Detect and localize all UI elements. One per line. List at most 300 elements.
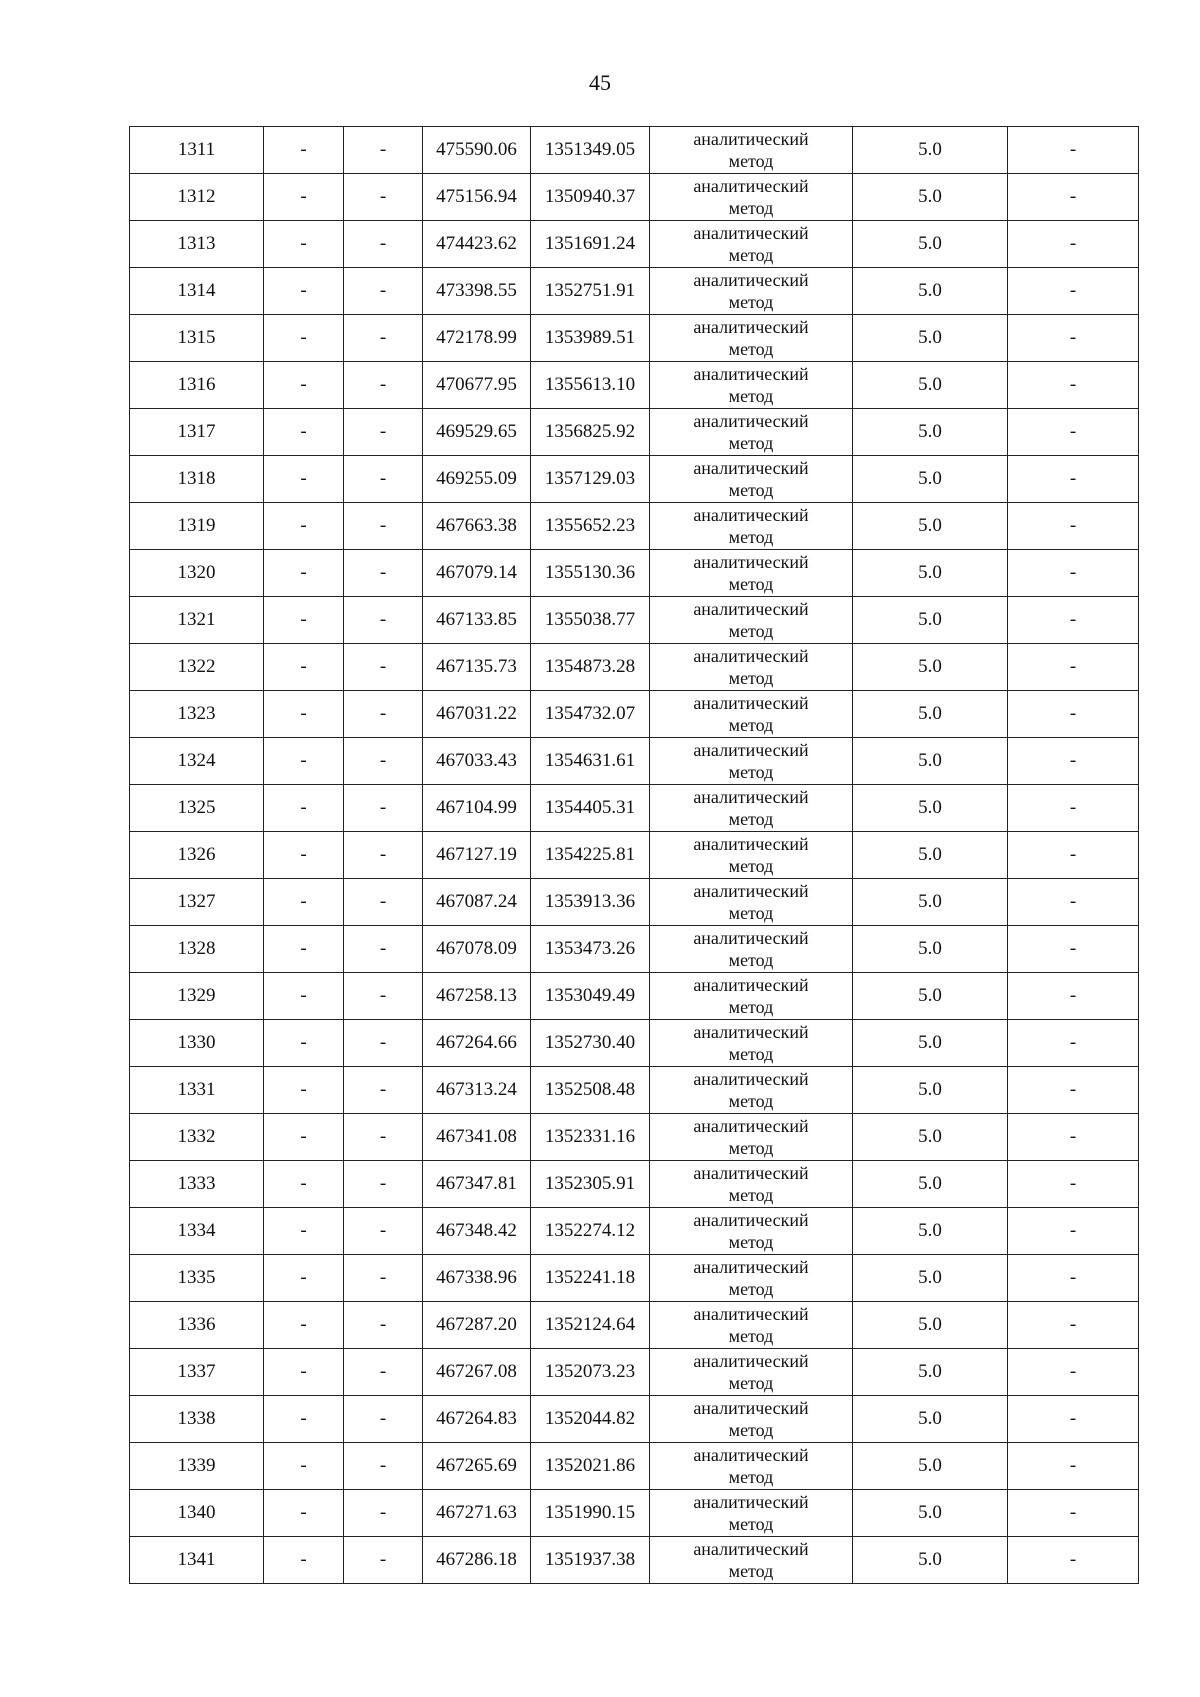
point-number-cell: 1320	[130, 550, 264, 597]
method-text-line: метод	[728, 339, 774, 359]
method-text-line: аналитический	[693, 364, 809, 384]
coordinate-x-cell: 467087.24	[423, 879, 531, 926]
page-number: 45	[589, 70, 611, 95]
dash-cell: -	[264, 409, 344, 456]
method-text-line: метод	[728, 480, 774, 500]
table-row	[130, 1255, 1139, 1302]
coordinate-x-cell: 467341.08	[423, 1114, 531, 1161]
method-cell	[650, 1067, 853, 1114]
coordinate-y-cell: 1352331.16	[531, 1114, 650, 1161]
coordinate-x-cell: 469529.65	[423, 409, 531, 456]
dash-cell: -	[264, 597, 344, 644]
precision-cell: 5.0	[853, 456, 1008, 503]
dash-cell: -	[264, 1020, 344, 1067]
precision-cell: 5.0	[853, 1396, 1008, 1443]
coordinate-y-cell: 1354405.31	[531, 785, 650, 832]
dash-cell: -	[344, 1067, 423, 1114]
point-number-cell: 1324	[130, 738, 264, 785]
coordinate-y-cell: 1352241.18	[531, 1255, 650, 1302]
coordinate-y-cell: 1353473.26	[531, 926, 650, 973]
method-text-line: аналитический	[693, 129, 809, 149]
note-cell: -	[1008, 1067, 1139, 1114]
table-body	[130, 127, 1139, 1584]
method-text-line: аналитический	[693, 1116, 809, 1136]
table-row	[130, 597, 1139, 644]
table-row	[130, 503, 1139, 550]
precision-cell: 5.0	[853, 926, 1008, 973]
table-row	[130, 315, 1139, 362]
dash-cell: -	[344, 597, 423, 644]
note-cell: -	[1008, 315, 1139, 362]
method-text-line: аналитический	[693, 693, 809, 713]
method-cell	[650, 315, 853, 362]
method-text-line: метод	[728, 292, 774, 312]
dash-cell: -	[344, 456, 423, 503]
method-cell	[650, 644, 853, 691]
precision-cell: 5.0	[853, 1020, 1008, 1067]
coordinate-x-cell: 467258.13	[423, 973, 531, 1020]
dash-cell: -	[264, 550, 344, 597]
table-row	[130, 738, 1139, 785]
method-text-line: метод	[728, 715, 774, 735]
point-number-cell: 1318	[130, 456, 264, 503]
table-row	[130, 409, 1139, 456]
point-number-cell: 1336	[130, 1302, 264, 1349]
method-cell	[650, 973, 853, 1020]
note-cell: -	[1008, 268, 1139, 315]
coordinate-x-cell: 467267.08	[423, 1349, 531, 1396]
note-cell: -	[1008, 1302, 1139, 1349]
dash-cell: -	[264, 362, 344, 409]
method-cell	[650, 221, 853, 268]
dash-cell: -	[264, 1067, 344, 1114]
method-text-line: аналитический	[693, 834, 809, 854]
dash-cell: -	[264, 1396, 344, 1443]
note-cell: -	[1008, 1208, 1139, 1255]
precision-cell: 5.0	[853, 879, 1008, 926]
point-number-cell: 1316	[130, 362, 264, 409]
precision-cell: 5.0	[853, 1067, 1008, 1114]
note-cell: -	[1008, 503, 1139, 550]
point-number-cell: 1315	[130, 315, 264, 362]
coordinate-y-cell: 1355130.36	[531, 550, 650, 597]
precision-cell: 5.0	[853, 1208, 1008, 1255]
method-text-line: метод	[728, 668, 774, 688]
coordinate-y-cell: 1352044.82	[531, 1396, 650, 1443]
note-cell: -	[1008, 550, 1139, 597]
dash-cell: -	[264, 1349, 344, 1396]
dash-cell: -	[344, 1443, 423, 1490]
method-text-line: аналитический	[693, 975, 809, 995]
note-cell: -	[1008, 597, 1139, 644]
method-text-line: метод	[728, 1091, 774, 1111]
coordinate-y-cell: 1355038.77	[531, 597, 650, 644]
dash-cell: -	[344, 691, 423, 738]
method-cell	[650, 1020, 853, 1067]
method-text-line: аналитический	[693, 505, 809, 525]
dash-cell: -	[264, 127, 344, 174]
method-cell	[650, 456, 853, 503]
method-cell	[650, 1255, 853, 1302]
note-cell: -	[1008, 1396, 1139, 1443]
precision-cell: 5.0	[853, 1490, 1008, 1537]
table-row	[130, 785, 1139, 832]
table-row	[130, 221, 1139, 268]
method-text-line: аналитический	[693, 881, 809, 901]
table-row	[130, 691, 1139, 738]
dash-cell: -	[344, 738, 423, 785]
coordinate-y-cell: 1351990.15	[531, 1490, 650, 1537]
coordinate-x-cell: 467078.09	[423, 926, 531, 973]
point-number-cell: 1332	[130, 1114, 264, 1161]
method-cell	[650, 1161, 853, 1208]
method-cell	[650, 550, 853, 597]
method-cell	[650, 1208, 853, 1255]
method-text-line: аналитический	[693, 599, 809, 619]
coordinate-y-cell: 1351349.05	[531, 127, 650, 174]
dash-cell: -	[344, 268, 423, 315]
precision-cell: 5.0	[853, 1302, 1008, 1349]
coordinate-y-cell: 1352073.23	[531, 1349, 650, 1396]
method-text-line: метод	[728, 1326, 774, 1346]
dash-cell: -	[344, 1114, 423, 1161]
note-cell: -	[1008, 362, 1139, 409]
note-cell: -	[1008, 456, 1139, 503]
point-number-cell: 1331	[130, 1067, 264, 1114]
dash-cell: -	[344, 174, 423, 221]
method-text-line: аналитический	[693, 1069, 809, 1089]
method-text-line: аналитический	[693, 317, 809, 337]
coordinate-y-cell: 1352021.86	[531, 1443, 650, 1490]
note-cell: -	[1008, 1537, 1139, 1584]
table-row	[130, 973, 1139, 1020]
coordinate-y-cell: 1354631.61	[531, 738, 650, 785]
precision-cell: 5.0	[853, 1114, 1008, 1161]
method-text-line: метод	[728, 433, 774, 453]
note-cell: -	[1008, 926, 1139, 973]
method-text-line: метод	[728, 1514, 774, 1534]
precision-cell: 5.0	[853, 597, 1008, 644]
dash-cell: -	[264, 1443, 344, 1490]
table-row	[130, 1302, 1139, 1349]
dash-cell: -	[344, 644, 423, 691]
dash-cell: -	[264, 973, 344, 1020]
dash-cell: -	[264, 1161, 344, 1208]
point-number-cell: 1325	[130, 785, 264, 832]
method-text-line: аналитический	[693, 1257, 809, 1277]
dash-cell: -	[264, 268, 344, 315]
point-number-cell: 1334	[130, 1208, 264, 1255]
table-row	[130, 550, 1139, 597]
dash-cell: -	[344, 785, 423, 832]
precision-cell: 5.0	[853, 221, 1008, 268]
precision-cell: 5.0	[853, 1255, 1008, 1302]
point-number-cell: 1326	[130, 832, 264, 879]
point-number-cell: 1322	[130, 644, 264, 691]
note-cell: -	[1008, 691, 1139, 738]
method-text-line: метод	[728, 1279, 774, 1299]
coordinate-y-cell: 1354225.81	[531, 832, 650, 879]
coordinate-y-cell: 1354873.28	[531, 644, 650, 691]
method-text-line: аналитический	[693, 411, 809, 431]
dash-cell: -	[344, 1396, 423, 1443]
method-text-line: аналитический	[693, 1022, 809, 1042]
table-row	[130, 362, 1139, 409]
method-text-line: метод	[728, 1044, 774, 1064]
method-text-line: метод	[728, 527, 774, 547]
point-number-cell: 1333	[130, 1161, 264, 1208]
method-cell	[650, 1302, 853, 1349]
coordinate-x-cell: 467264.66	[423, 1020, 531, 1067]
method-cell	[650, 503, 853, 550]
method-text-line: аналитический	[693, 928, 809, 948]
coordinate-x-cell: 467104.99	[423, 785, 531, 832]
coordinate-x-cell: 467663.38	[423, 503, 531, 550]
precision-cell: 5.0	[853, 1443, 1008, 1490]
note-cell: -	[1008, 1443, 1139, 1490]
precision-cell: 5.0	[853, 362, 1008, 409]
dash-cell: -	[344, 1349, 423, 1396]
dash-cell: -	[264, 174, 344, 221]
dash-cell: -	[344, 1208, 423, 1255]
method-text-line: аналитический	[693, 1304, 809, 1324]
coordinate-y-cell: 1355613.10	[531, 362, 650, 409]
dash-cell: -	[264, 1302, 344, 1349]
precision-cell: 5.0	[853, 973, 1008, 1020]
method-text-line: метод	[728, 1561, 774, 1581]
method-cell	[650, 1537, 853, 1584]
coordinate-y-cell: 1352124.64	[531, 1302, 650, 1349]
method-cell	[650, 879, 853, 926]
coordinate-x-cell: 467286.18	[423, 1537, 531, 1584]
method-text-line: аналитический	[693, 740, 809, 760]
precision-cell: 5.0	[853, 550, 1008, 597]
point-number-cell: 1312	[130, 174, 264, 221]
note-cell: -	[1008, 174, 1139, 221]
method-cell	[650, 926, 853, 973]
dash-cell: -	[264, 738, 344, 785]
dash-cell: -	[344, 127, 423, 174]
dash-cell: -	[264, 456, 344, 503]
coordinate-y-cell: 1352751.91	[531, 268, 650, 315]
method-text-line: аналитический	[693, 1210, 809, 1230]
table-row	[130, 268, 1139, 315]
method-cell	[650, 1114, 853, 1161]
method-text-line: аналитический	[693, 1445, 809, 1465]
note-cell: -	[1008, 127, 1139, 174]
table-row	[130, 1537, 1139, 1584]
precision-cell: 5.0	[853, 503, 1008, 550]
note-cell: -	[1008, 1490, 1139, 1537]
coordinate-x-cell: 475590.06	[423, 127, 531, 174]
precision-cell: 5.0	[853, 1537, 1008, 1584]
point-number-cell: 1328	[130, 926, 264, 973]
table-row	[130, 1161, 1139, 1208]
point-number-cell: 1335	[130, 1255, 264, 1302]
precision-cell: 5.0	[853, 785, 1008, 832]
method-text-line: метод	[728, 1185, 774, 1205]
coordinate-y-cell: 1353989.51	[531, 315, 650, 362]
coordinate-x-cell: 474423.62	[423, 221, 531, 268]
coordinate-x-cell: 475156.94	[423, 174, 531, 221]
coordinates-table	[129, 126, 1139, 1584]
method-text-line: метод	[728, 198, 774, 218]
method-cell	[650, 409, 853, 456]
dash-cell: -	[264, 879, 344, 926]
precision-cell: 5.0	[853, 315, 1008, 362]
coordinate-x-cell: 467271.63	[423, 1490, 531, 1537]
coordinate-x-cell: 467127.19	[423, 832, 531, 879]
note-cell: -	[1008, 879, 1139, 926]
point-number-cell: 1321	[130, 597, 264, 644]
method-text-line: метод	[728, 950, 774, 970]
dash-cell: -	[264, 832, 344, 879]
dash-cell: -	[344, 503, 423, 550]
method-cell	[650, 1443, 853, 1490]
coordinate-y-cell: 1352274.12	[531, 1208, 650, 1255]
note-cell: -	[1008, 1020, 1139, 1067]
method-text-line: метод	[728, 386, 774, 406]
coordinate-x-cell: 467031.22	[423, 691, 531, 738]
coordinate-y-cell: 1353049.49	[531, 973, 650, 1020]
point-number-cell: 1311	[130, 127, 264, 174]
method-text-line: аналитический	[693, 176, 809, 196]
coordinate-x-cell: 472178.99	[423, 315, 531, 362]
dash-cell: -	[264, 691, 344, 738]
table-row	[130, 1443, 1139, 1490]
method-text-line: метод	[728, 1232, 774, 1252]
method-text-line: аналитический	[693, 458, 809, 478]
coordinate-y-cell: 1353913.36	[531, 879, 650, 926]
precision-cell: 5.0	[853, 832, 1008, 879]
table-row	[130, 174, 1139, 221]
method-cell	[650, 597, 853, 644]
coordinate-x-cell: 467033.43	[423, 738, 531, 785]
dash-cell: -	[344, 1490, 423, 1537]
coordinate-x-cell: 469255.09	[423, 456, 531, 503]
note-cell: -	[1008, 1161, 1139, 1208]
precision-cell: 5.0	[853, 738, 1008, 785]
note-cell: -	[1008, 409, 1139, 456]
coordinate-x-cell: 467265.69	[423, 1443, 531, 1490]
point-number-cell: 1317	[130, 409, 264, 456]
dash-cell: -	[264, 1208, 344, 1255]
dash-cell: -	[344, 832, 423, 879]
method-text-line: метод	[728, 856, 774, 876]
table-row	[130, 1114, 1139, 1161]
coordinate-y-cell: 1350940.37	[531, 174, 650, 221]
dash-cell: -	[344, 1537, 423, 1584]
method-text-line: метод	[728, 574, 774, 594]
coordinate-x-cell: 467338.96	[423, 1255, 531, 1302]
dash-cell: -	[264, 1114, 344, 1161]
dash-cell: -	[264, 315, 344, 362]
dash-cell: -	[344, 1161, 423, 1208]
point-number-cell: 1337	[130, 1349, 264, 1396]
point-number-cell: 1341	[130, 1537, 264, 1584]
table-row	[130, 1208, 1139, 1255]
note-cell: -	[1008, 221, 1139, 268]
note-cell: -	[1008, 1255, 1139, 1302]
method-text-line: аналитический	[693, 1398, 809, 1418]
coordinate-x-cell: 467133.85	[423, 597, 531, 644]
method-text-line: метод	[728, 621, 774, 641]
dash-cell: -	[264, 785, 344, 832]
precision-cell: 5.0	[853, 409, 1008, 456]
coordinate-y-cell: 1351691.24	[531, 221, 650, 268]
precision-cell: 5.0	[853, 1349, 1008, 1396]
table-row	[130, 879, 1139, 926]
method-text-line: аналитический	[693, 1163, 809, 1183]
method-text-line: метод	[728, 903, 774, 923]
method-text-line: метод	[728, 245, 774, 265]
method-cell	[650, 362, 853, 409]
table-row	[130, 644, 1139, 691]
precision-cell: 5.0	[853, 127, 1008, 174]
note-cell: -	[1008, 832, 1139, 879]
method-text-line: аналитический	[693, 552, 809, 572]
coordinate-x-cell: 467079.14	[423, 550, 531, 597]
method-text-line: аналитический	[693, 223, 809, 243]
method-cell	[650, 1396, 853, 1443]
coordinate-x-cell: 467348.42	[423, 1208, 531, 1255]
precision-cell: 5.0	[853, 174, 1008, 221]
method-text-line: аналитический	[693, 270, 809, 290]
dash-cell: -	[264, 1490, 344, 1537]
coordinate-y-cell: 1357129.03	[531, 456, 650, 503]
method-text-line: метод	[728, 151, 774, 171]
method-text-line: метод	[728, 1373, 774, 1393]
table-row	[130, 832, 1139, 879]
precision-cell: 5.0	[853, 268, 1008, 315]
coordinate-x-cell: 473398.55	[423, 268, 531, 315]
point-number-cell: 1323	[130, 691, 264, 738]
method-cell	[650, 738, 853, 785]
note-cell: -	[1008, 738, 1139, 785]
method-text-line: аналитический	[693, 646, 809, 666]
point-number-cell: 1339	[130, 1443, 264, 1490]
point-number-cell: 1330	[130, 1020, 264, 1067]
coordinate-y-cell: 1351937.38	[531, 1537, 650, 1584]
dash-cell: -	[344, 879, 423, 926]
method-text-line: аналитический	[693, 1492, 809, 1512]
note-cell: -	[1008, 1349, 1139, 1396]
dash-cell: -	[264, 1537, 344, 1584]
dash-cell: -	[264, 1255, 344, 1302]
dash-cell: -	[344, 926, 423, 973]
point-number-cell: 1327	[130, 879, 264, 926]
dash-cell: -	[264, 926, 344, 973]
point-number-cell: 1319	[130, 503, 264, 550]
point-number-cell: 1338	[130, 1396, 264, 1443]
note-cell: -	[1008, 785, 1139, 832]
dash-cell: -	[264, 644, 344, 691]
table-row	[130, 456, 1139, 503]
method-text-line: метод	[728, 1138, 774, 1158]
note-cell: -	[1008, 644, 1139, 691]
precision-cell: 5.0	[853, 644, 1008, 691]
coordinate-x-cell: 467347.81	[423, 1161, 531, 1208]
method-cell	[650, 1490, 853, 1537]
coordinate-x-cell: 467313.24	[423, 1067, 531, 1114]
table-row	[130, 926, 1139, 973]
method-text-line: метод	[728, 1420, 774, 1440]
method-cell	[650, 174, 853, 221]
method-text-line: метод	[728, 809, 774, 829]
dash-cell: -	[264, 503, 344, 550]
method-text-line: метод	[728, 997, 774, 1017]
point-number-cell: 1314	[130, 268, 264, 315]
